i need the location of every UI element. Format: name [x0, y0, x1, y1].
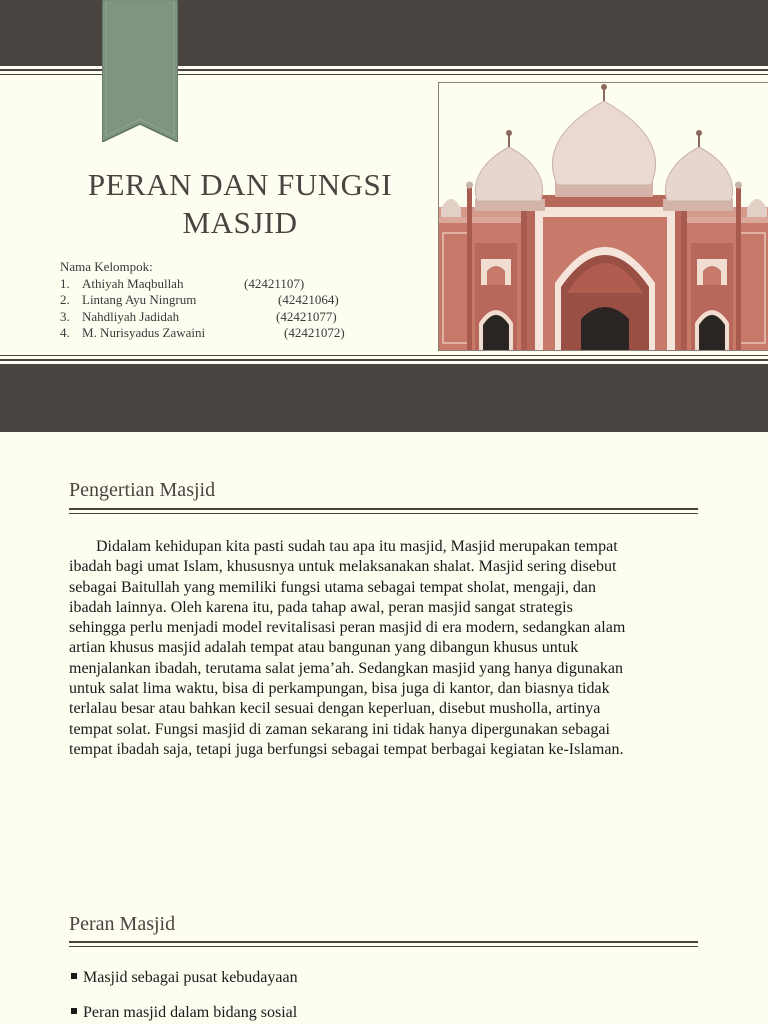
mid-dark-band	[0, 364, 768, 432]
section-rule	[69, 508, 698, 510]
list-item: Masjid sebagai pusat kebudayaan	[71, 969, 298, 987]
mid-rule-2	[0, 359, 768, 361]
section-rule	[69, 946, 698, 947]
members-label: Nama Kelompok:	[60, 259, 153, 274]
square-bullet-icon	[71, 1008, 77, 1014]
square-bullet-icon	[71, 973, 77, 979]
mosque-illustration-frame	[438, 82, 768, 351]
section-rule	[69, 941, 698, 943]
section-rule	[69, 513, 698, 514]
list-item: 4. M. Nurisyadus Zawaini (42421072)	[60, 325, 345, 340]
pengertian-paragraph: Didalam kehidupan kita pasti sudah tau apa itu masjid, Masjid merupakan tempat ibadah bagi umat Islam, khususnya untuk melaksanakan shalat. Masjid sering disebut sebagai Baitullah yang memiliki fungsi utama sebagai tempat sholat, mengaji, dan ibadah lainnya. Oleh karena itu, pada tahap awal, peran masjid sangat strategis sehingga perlu menjadi model revitalisasi peran masjid di era modern, sedangkan alam artian khusus masjid adalah tempat atau bangunan yang dibangun khusus untuk menjalankan ibadah, terutama salat jema’ah. Sedangkan masjid yang hanya digunakan untuk salat lima waktu, bisa di perkampungan, bisa juga di kantor, dan biasnya tidak terlalau besar atau bahkan kecil sesuai dengan keperluan, disebut musholla, artinya tempat solat. Fungsi masjid di zaman sekarang ini tidak hanya dipergunakan sebagai tempat ibadah saja, tetapi juga berfungsi sebagai tempat berbagai kegiatan ke-Islaman.	[69, 538, 626, 758]
ribbon-bookmark	[102, 0, 178, 142]
section-title-pengertian: Pengertian Masjid	[69, 479, 216, 501]
list-item: Peran masjid dalam bidang sosial	[71, 1004, 297, 1022]
title-line-1: PERAN DAN FUNGSI	[87, 167, 393, 202]
members-list	[60, 259, 345, 342]
list-item: 1. Athiyah Maqbullah (42421107)	[60, 275, 305, 291]
page-title	[40, 166, 440, 242]
mosque-illustration	[439, 83, 768, 350]
title-line-2: MASJID	[182, 205, 298, 240]
mid-rule-1	[0, 355, 768, 356]
section-title-peran: Peran Masjid	[69, 913, 176, 935]
list-item: 3. Nahdliyah Jadidah (42421077)	[60, 308, 337, 324]
list-item: 2. Lintang Ayu Ningrum (42421064)	[60, 292, 339, 307]
